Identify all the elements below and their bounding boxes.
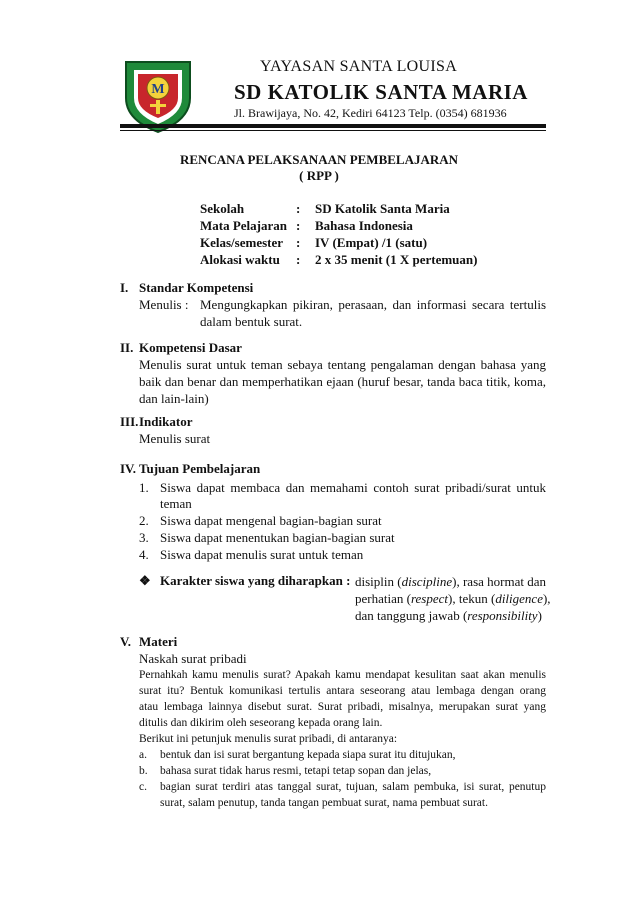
identity-sep: :	[296, 252, 301, 267]
identity-label: Mata Pelajaran	[200, 218, 288, 233]
identity-label: Alokasi waktu	[200, 252, 280, 267]
objective-number: 2.	[139, 513, 149, 528]
section-4-title: Tujuan Pembelajaran	[139, 461, 261, 476]
objective-text: Siswa dapat menentukan bagian-bagian surat	[160, 530, 395, 545]
objective-number: 1.	[139, 480, 149, 495]
section-2-number: II.	[120, 340, 134, 355]
character-label: Karakter siswa yang diharapkan :	[160, 573, 351, 588]
section-1-text: dalam bentuk surat.	[200, 314, 303, 329]
section-5-title: Materi	[139, 634, 178, 649]
document-subtitle: ( RPP )	[299, 168, 339, 183]
material-paragraph: surat itu? Bentuk komunikasi tertulis antara seseorang atau lembaga dengan orang	[139, 685, 546, 697]
material-item-text: bentuk dan isi surat bergantung kepada siapa surat itu ditujukan,	[160, 749, 456, 761]
material-paragraph: ditulis dan dikirim oleh seseorang kepada orang lain.	[139, 717, 383, 729]
identity-sep: :	[296, 218, 301, 233]
logo-letter: M	[151, 82, 165, 97]
diamond-bullet-icon: ❖	[139, 573, 151, 588]
section-3-text: Menulis surat	[139, 431, 211, 446]
section-5-number: V.	[120, 634, 131, 649]
identity-value: IV (Empat) /1 (satu)	[315, 235, 428, 250]
objective-text: teman	[160, 496, 192, 511]
identity-label: Kelas/semester	[200, 235, 284, 250]
material-paragraph: atau lembaga lainnya disebut surat. Surat pribadi, misalnya, merupakan surat yang	[139, 701, 546, 713]
section-5-subtitle: Naskah surat pribadi	[139, 651, 247, 666]
section-2-text: dan lain-lain)	[139, 391, 209, 406]
header-rule-thin	[120, 130, 546, 131]
material-item-letter: c.	[139, 781, 147, 793]
section-1-number: I.	[120, 280, 129, 295]
objective-text: Siswa dapat mengenal bagian-bagian surat	[160, 513, 382, 528]
section-2-text: baik dan benar dan memperhatikan ejaan (huruf besar, tanda baca titik, koma,	[139, 374, 546, 389]
identity-value: SD Katolik Santa Maria	[315, 201, 450, 216]
material-paragraph: Pernahkah kamu menulis surat? Apakah kamu mendapat kesulitan saat akan menulis	[139, 669, 546, 681]
section-1-label: Menulis :	[139, 297, 189, 312]
objective-number: 4.	[139, 547, 149, 562]
material-paragraph: Berikut ini petunjuk menulis surat pribadi, di antaranya:	[139, 733, 398, 745]
material-item-text: bagian surat terdiri atas tanggal surat, tujuan, salam pembuka, isi surat, penutup	[160, 781, 546, 793]
section-3-number: III.	[120, 414, 139, 429]
material-item-letter: b.	[139, 765, 148, 777]
school-logo	[120, 58, 196, 134]
identity-value: Bahasa Indonesia	[315, 218, 413, 233]
section-2-title: Kompetensi Dasar	[139, 340, 242, 355]
foundation-name: YAYASAN SANTA LOUISA	[260, 58, 458, 75]
identity-sep: :	[296, 235, 301, 250]
school-name: SD KATOLIK SANTA MARIA	[234, 80, 528, 104]
objective-text: Siswa dapat menulis surat untuk teman	[160, 547, 364, 562]
school-address: Jl. Brawijaya, No. 42, Kediri 64123 Telp. (0354) 681936	[234, 106, 507, 120]
section-4-number: IV.	[120, 461, 137, 476]
material-item-letter: a.	[139, 749, 147, 761]
section-1-text: Mengungkapkan pikiran, perasaan, dan informasi secara tertulis	[200, 297, 546, 312]
objective-text: Siswa dapat membaca dan memahami contoh surat pribadi/surat untuk	[160, 480, 546, 495]
document-title: RENCANA PELAKSANAAN PEMBELAJARAN	[179, 152, 459, 167]
character-text-line: perhatian (respect), tekun (diligence),	[355, 591, 551, 606]
identity-value: 2 x 35 menit (1 X pertemuan)	[315, 252, 478, 267]
material-item-text: surat, salam penutup, tanda tangan pembuat surat, nama pembuat surat.	[160, 797, 488, 809]
material-item-text: bahasa surat tidak harus resmi, tetapi tetap sopan dan jelas,	[160, 765, 432, 777]
character-text-line: disiplin (discipline), rasa hormat dan	[355, 574, 546, 589]
character-text-line: dan tanggung jawab (responsibility)	[355, 608, 542, 623]
section-2-text: Menulis surat untuk teman sebaya tentang pengalaman dengan bahasa yang	[139, 357, 546, 372]
section-1-title: Standar Kompetensi	[139, 280, 254, 295]
identity-sep: :	[296, 201, 301, 216]
identity-label: Sekolah	[200, 201, 245, 216]
header-rule-thick	[120, 124, 546, 128]
objective-number: 3.	[139, 530, 149, 545]
section-3-title: Indikator	[139, 414, 193, 429]
